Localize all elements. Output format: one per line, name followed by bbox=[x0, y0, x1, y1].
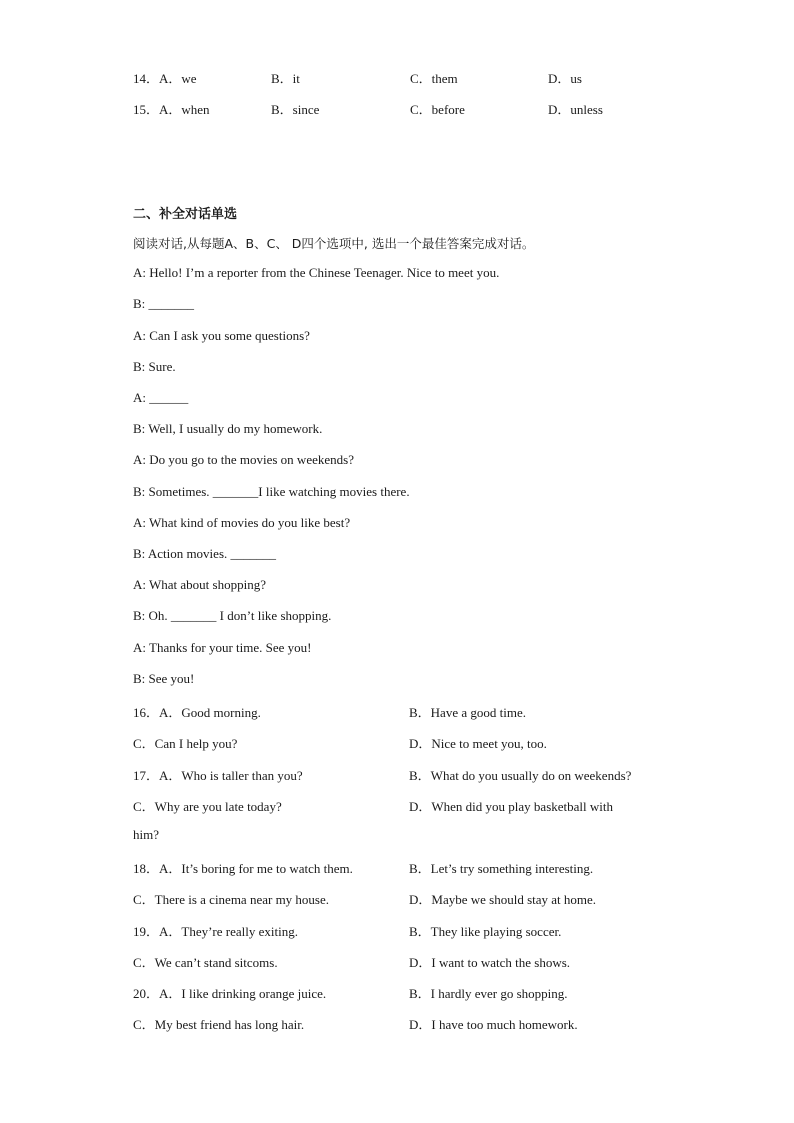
dialogue-line: B: See you! bbox=[133, 671, 195, 686]
question-14-row bbox=[133, 68, 673, 86]
question-14-option-b: B．it bbox=[271, 71, 300, 86]
dialogue-line: A: What about shopping? bbox=[133, 577, 266, 592]
dialogue-line: A: Do you go to the movies on weekends? bbox=[133, 452, 354, 467]
option-row bbox=[133, 952, 693, 970]
dialogue-line: A: Thanks for your time. See you! bbox=[133, 640, 312, 655]
option-left: 16．A．Good morning. bbox=[133, 705, 261, 720]
question-15-option-b: B．since bbox=[271, 102, 320, 117]
option-right: D．Maybe we should stay at home. bbox=[409, 892, 597, 907]
option-right: D．When did you play basketball with bbox=[409, 799, 613, 814]
option-row bbox=[133, 827, 693, 845]
option-row bbox=[133, 702, 693, 720]
question-15-row bbox=[133, 99, 673, 117]
option-left: 18．A．It’s boring for me to watch them. bbox=[133, 861, 353, 876]
dialogue-line: A: What kind of movies do you like best? bbox=[133, 515, 351, 530]
option-right: B．I hardly ever go shopping. bbox=[409, 986, 568, 1001]
option-right: B．What do you usually do on weekends? bbox=[409, 768, 632, 783]
option-left: C．There is a cinema near my house. bbox=[133, 892, 330, 907]
question-15-option-d: D．unless bbox=[548, 102, 603, 117]
dialogue-line: B: _______ bbox=[133, 296, 195, 311]
option-row bbox=[133, 1014, 693, 1032]
option-left: C．My best friend has long hair. bbox=[133, 1017, 305, 1032]
dialogue-line: A: Hello! I’m a reporter from the Chinese Teenager. Nice to meet you. bbox=[133, 265, 500, 280]
question-14-option-d: D．us bbox=[548, 71, 582, 86]
question-14-option-c: C．them bbox=[410, 71, 458, 86]
option-row bbox=[133, 765, 693, 783]
option-right: B．Let’s try something interesting. bbox=[409, 861, 594, 876]
option-left: him? bbox=[133, 827, 159, 842]
question-14-option-a: 14．A．we bbox=[133, 71, 197, 86]
option-left: 17．A．Who is taller than you? bbox=[133, 768, 303, 783]
option-row bbox=[133, 921, 693, 939]
option-right: B．They like playing soccer. bbox=[409, 924, 562, 939]
option-right: D．Nice to meet you, too. bbox=[409, 736, 547, 751]
dialogue-line: B: Action movies. _______ bbox=[133, 546, 276, 561]
option-left: 19．A．They’re really exiting. bbox=[133, 924, 298, 939]
section-instructions: 阅读对话,从每题A、B、C、 D四个选项中, 选出一个最佳答案完成对话。 bbox=[133, 236, 535, 251]
option-left: C．We can’t stand sitcoms. bbox=[133, 955, 278, 970]
dialogue-line: B: Well, I usually do my homework. bbox=[133, 421, 323, 436]
option-right: D．I want to watch the shows. bbox=[409, 955, 571, 970]
question-15-option-a: 15．A．when bbox=[133, 102, 210, 117]
option-row bbox=[133, 796, 693, 814]
question-15-option-c: C．before bbox=[410, 102, 465, 117]
dialogue-line: B: Sure. bbox=[133, 359, 176, 374]
option-row bbox=[133, 983, 693, 1001]
option-left: 20．A．I like drinking orange juice. bbox=[133, 986, 327, 1001]
option-right: D．I have too much homework. bbox=[409, 1017, 578, 1032]
dialogue-line: B: Oh. _______ I don’t like shopping. bbox=[133, 608, 332, 623]
option-row bbox=[133, 858, 693, 876]
option-row bbox=[133, 733, 693, 751]
dialogue-line: B: Sometimes. _______I like watching movies there. bbox=[133, 484, 410, 499]
option-right: B．Have a good time. bbox=[409, 705, 526, 720]
dialogue-line: A: Can I ask you some questions? bbox=[133, 328, 310, 343]
option-left: C．Why are you late today? bbox=[133, 799, 282, 814]
option-left: C．Can I help you? bbox=[133, 736, 238, 751]
dialogue-line: A: ______ bbox=[133, 390, 189, 405]
section-title: 二、补全对话单选 bbox=[133, 207, 238, 222]
option-row bbox=[133, 889, 693, 907]
